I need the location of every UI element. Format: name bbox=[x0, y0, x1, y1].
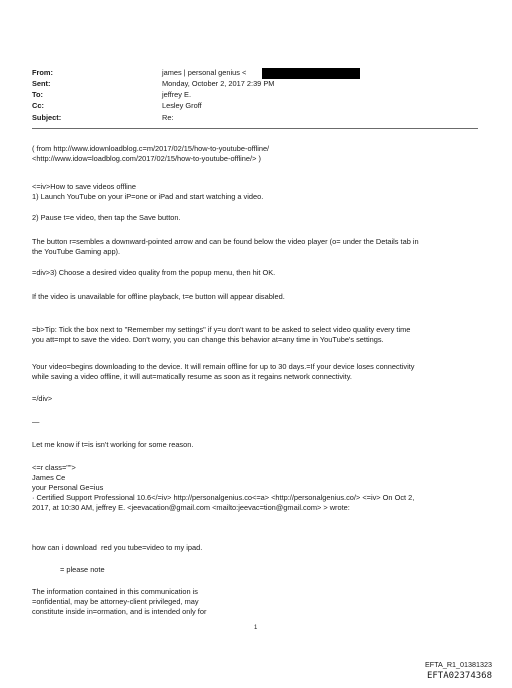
redaction-box bbox=[262, 68, 360, 79]
cc-value: Lesley Groff bbox=[162, 101, 202, 110]
please-note-text: = please note bbox=[60, 565, 105, 574]
download-paragraph: Your video=begins downloading to the device. It will remain offline for up to 30 days.=If your device loses connectivity while saving a video offline, it will aut=matically resume as soon as it regains network connectivity. bbox=[32, 362, 415, 381]
step-2-paragraph: 2) Pause t=e video, then tap the Save button. bbox=[32, 213, 181, 222]
to-value: jeffrey E. bbox=[162, 90, 192, 99]
from-label: From: bbox=[32, 68, 53, 77]
source-link-paragraph: ( from http://www.idownloadblog.c=m/2017/02/15/how-to-youtube-offline/ <http://www.idow=loadblog.com/2017/02/15/how-to-youtube-offline/> ) bbox=[32, 144, 270, 163]
header-divider bbox=[32, 128, 478, 129]
efta-id-primary: EFTA_R1_01381323 bbox=[425, 660, 492, 669]
button-description-paragraph: The button r=sembles a downward-pointed arrow and can be found below the video player (o= under the Details tab in the YouTube Gaming app). bbox=[32, 237, 419, 256]
step-3-paragraph: =div>3) Choose a desired video quality from the popup menu, then hit OK. bbox=[32, 268, 276, 277]
efta-id-secondary: EFTA02374368 bbox=[426, 671, 492, 681]
from-value: james | personal genius < bbox=[162, 68, 247, 77]
quoted-question: how can i download red you tube=video to my ipad. bbox=[32, 543, 203, 552]
to-label: To: bbox=[32, 90, 43, 99]
unavailable-paragraph: If the video is unavailable for offline playback, t=e button will appear disabled. bbox=[32, 292, 285, 301]
div-close-text: =/div> bbox=[32, 394, 53, 403]
page-number: 1 bbox=[254, 625, 258, 631]
tip-paragraph: =b>Tip: Tick the box next to "Remember my settings" if y=u don't want to be asked to select video quality every time you att=mpt to save the video. Don't worry, you can change this behavior at=any time in YouTube's settings. bbox=[32, 325, 411, 344]
subject-label: Subject: bbox=[32, 113, 62, 122]
sent-label: Sent: bbox=[32, 79, 51, 88]
sent-value: Monday, October 2, 2017 2:39 PM bbox=[162, 79, 275, 88]
cc-label: Cc: bbox=[32, 101, 44, 110]
let-me-know-paragraph: Let me know if t=is isn't working for some reason. bbox=[32, 440, 194, 449]
confidentiality-notice: The information contained in this communication is =onfidential, may be attorney-client privileged, may constitute inside in=ormation, and is intended only for bbox=[32, 587, 207, 616]
step-1-paragraph: <=iv>How to save videos offline 1) Launch YouTube on your iP=one or iPad and start watching a video. bbox=[32, 182, 264, 201]
signature-paragraph: <=r class=""> James Ce your Personal Ge=ius · Certified Support Professional 10.6</=iv> http://personalgenius.co<=a> <http://personalgenius.co/> <=iv> On Oct 2, 2017, at 10:30 AM, jeffrey E. <jeevacation@gmail.com <mailto:jeevac=tion@gmail.com> > wrote: bbox=[32, 463, 415, 512]
subject-value: Re: bbox=[162, 113, 174, 122]
dash-separator: — bbox=[32, 417, 40, 426]
